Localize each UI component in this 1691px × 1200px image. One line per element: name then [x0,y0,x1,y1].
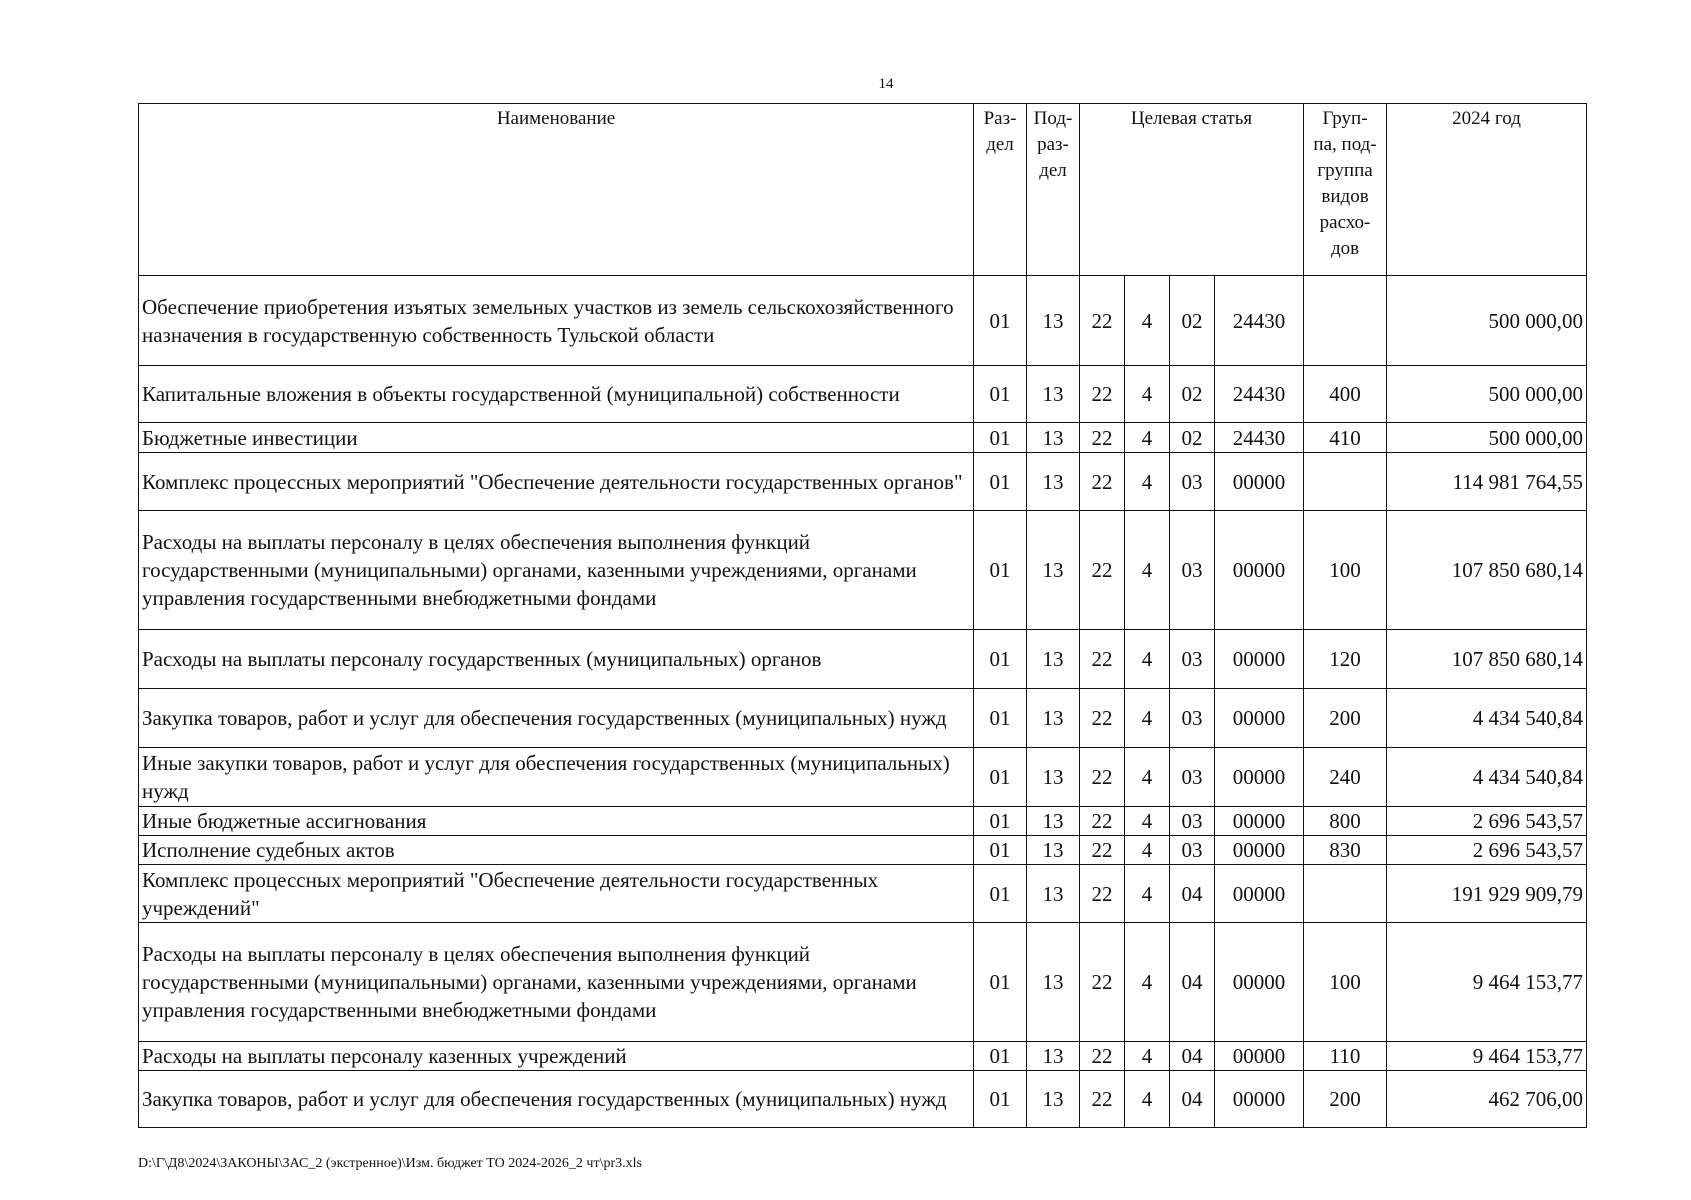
row-target-type: 4 [1125,366,1170,423]
row-target-complex: 04 [1170,1042,1215,1071]
row-target-program: 22 [1080,276,1125,366]
row-target-program: 22 [1080,511,1125,630]
table-row [139,276,1587,366]
row-name: Обеспечение приобретения изъятых земельных участков из земель сельскохозяйственного назначения в государственную собственность Тульской области [139,276,974,366]
row-target-program: 22 [1080,453,1125,511]
row-subsection: 13 [1027,836,1080,865]
row-target-type: 4 [1125,1071,1170,1128]
row-target-direction: 00000 [1215,807,1304,836]
row-section: 01 [974,511,1027,630]
row-target-complex: 03 [1170,807,1215,836]
row-target-complex: 03 [1170,511,1215,630]
row-section: 01 [974,453,1027,511]
row-name: Иные бюджетные ассигнования [139,807,974,836]
row-subsection: 13 [1027,1071,1080,1128]
row-section: 01 [974,923,1027,1042]
table-row [139,748,1587,807]
row-amount: 4 434 540,84 [1387,689,1587,748]
row-section: 01 [974,276,1027,366]
table-row [139,1071,1587,1128]
row-section: 01 [974,807,1027,836]
row-section: 01 [974,836,1027,865]
row-amount: 2 696 543,57 [1387,836,1587,865]
row-target-type: 4 [1125,923,1170,1042]
row-section: 01 [974,1071,1027,1128]
row-section: 01 [974,630,1027,689]
row-target-direction: 00000 [1215,453,1304,511]
row-target-direction: 00000 [1215,630,1304,689]
row-name: Закупка товаров, работ и услуг для обеспечения государственных (муниципальных) нужд [139,1071,974,1128]
row-target-type: 4 [1125,276,1170,366]
row-target-type: 4 [1125,836,1170,865]
row-target-type: 4 [1125,807,1170,836]
row-amount: 107 850 680,14 [1387,630,1587,689]
row-target-direction: 24430 [1215,366,1304,423]
page-number: 14 [878,76,894,92]
row-expense-group: 100 [1304,923,1387,1042]
row-expense-group [1304,865,1387,923]
row-subsection: 13 [1027,689,1080,748]
row-amount: 500 000,00 [1387,423,1587,453]
row-subsection: 13 [1027,366,1080,423]
row-expense-group: 200 [1304,689,1387,748]
row-subsection: 13 [1027,1042,1080,1071]
row-name: Капитальные вложения в объекты государственной (муниципальной) собственности [139,366,974,423]
table-row [139,1042,1587,1071]
row-section: 01 [974,748,1027,807]
header-subsection: Под- раз- дел [1027,104,1080,276]
row-target-type: 4 [1125,630,1170,689]
row-name: Расходы на выплаты персоналу в целях обеспечения выполнения функций государственными (муниципальными) органами, казенными учреждениями, органами управления государственными внебюджетными фондами [139,511,974,630]
row-expense-group [1304,276,1387,366]
header-section: Раз- дел [974,104,1027,276]
row-target-direction: 00000 [1215,511,1304,630]
budget-table [138,103,1587,1128]
row-subsection: 13 [1027,511,1080,630]
row-target-type: 4 [1125,748,1170,807]
table-row [139,453,1587,511]
row-target-complex: 03 [1170,453,1215,511]
row-amount: 191 929 909,79 [1387,865,1587,923]
row-target-program: 22 [1080,366,1125,423]
row-subsection: 13 [1027,923,1080,1042]
header-row [139,104,1587,276]
row-expense-group: 100 [1304,511,1387,630]
row-expense-group: 400 [1304,366,1387,423]
row-subsection: 13 [1027,865,1080,923]
row-target-direction: 24430 [1215,276,1304,366]
table-row [139,807,1587,836]
row-target-program: 22 [1080,923,1125,1042]
row-target-program: 22 [1080,836,1125,865]
row-subsection: 13 [1027,453,1080,511]
row-section: 01 [974,689,1027,748]
row-target-type: 4 [1125,689,1170,748]
row-amount: 9 464 153,77 [1387,923,1587,1042]
row-target-direction: 00000 [1215,923,1304,1042]
row-target-type: 4 [1125,423,1170,453]
row-name: Закупка товаров, работ и услуг для обеспечения государственных (муниципальных) нужд [139,689,974,748]
row-target-program: 22 [1080,748,1125,807]
row-expense-group [1304,453,1387,511]
row-target-direction: 24430 [1215,423,1304,453]
row-target-program: 22 [1080,1071,1125,1128]
row-target-program: 22 [1080,865,1125,923]
row-amount: 462 706,00 [1387,1071,1587,1128]
row-section: 01 [974,366,1027,423]
table-row [139,923,1587,1042]
row-subsection: 13 [1027,423,1080,453]
row-amount: 9 464 153,77 [1387,1042,1587,1071]
row-expense-group: 800 [1304,807,1387,836]
row-target-type: 4 [1125,1042,1170,1071]
row-target-type: 4 [1125,865,1170,923]
table-body [139,276,1587,1128]
row-amount: 500 000,00 [1387,276,1587,366]
row-amount: 4 434 540,84 [1387,748,1587,807]
row-expense-group: 240 [1304,748,1387,807]
table-row [139,423,1587,453]
row-target-complex: 03 [1170,748,1215,807]
row-target-direction: 00000 [1215,748,1304,807]
row-section: 01 [974,865,1027,923]
row-expense-group: 200 [1304,1071,1387,1128]
table-row [139,865,1587,923]
table-row [139,366,1587,423]
row-expense-group: 830 [1304,836,1387,865]
row-target-direction: 00000 [1215,1042,1304,1071]
row-target-complex: 04 [1170,923,1215,1042]
header-group: Груп- па, под- группа видов расхо- дов [1304,104,1387,276]
row-target-program: 22 [1080,807,1125,836]
table-row [139,836,1587,865]
row-target-complex: 04 [1170,1071,1215,1128]
row-target-direction: 00000 [1215,1071,1304,1128]
row-name: Бюджетные инвестиции [139,423,974,453]
row-target-complex: 04 [1170,865,1215,923]
row-expense-group: 110 [1304,1042,1387,1071]
row-target-program: 22 [1080,423,1125,453]
row-target-complex: 02 [1170,423,1215,453]
row-section: 01 [974,423,1027,453]
header-name: Наименование [139,104,974,276]
row-target-complex: 03 [1170,630,1215,689]
row-name: Комплекс процессных мероприятий "Обеспечение деятельности государственных учреждений" [139,865,974,923]
row-target-program: 22 [1080,689,1125,748]
row-name: Комплекс процессных мероприятий "Обеспечение деятельности государственных органов" [139,453,974,511]
row-target-program: 22 [1080,1042,1125,1071]
row-name: Расходы на выплаты персоналу казенных учреждений [139,1042,974,1071]
row-expense-group: 120 [1304,630,1387,689]
row-target-complex: 02 [1170,276,1215,366]
table-row [139,689,1587,748]
row-name: Расходы на выплаты персоналу государственных (муниципальных) органов [139,630,974,689]
row-target-type: 4 [1125,453,1170,511]
row-amount: 2 696 543,57 [1387,807,1587,836]
table-row [139,630,1587,689]
row-name: Расходы на выплаты персоналу в целях обеспечения выполнения функций государственными (муниципальными) органами, казенными учреждениями, органами управления государственными внебюджетными фондами [139,923,974,1042]
row-section: 01 [974,1042,1027,1071]
header-year: 2024 год [1387,104,1587,276]
row-target-complex: 02 [1170,366,1215,423]
header-target: Целевая статья [1080,104,1304,276]
row-name: Исполнение судебных актов [139,836,974,865]
row-subsection: 13 [1027,748,1080,807]
row-target-direction: 00000 [1215,836,1304,865]
row-target-direction: 00000 [1215,865,1304,923]
row-subsection: 13 [1027,276,1080,366]
row-target-complex: 03 [1170,689,1215,748]
row-target-type: 4 [1125,511,1170,630]
row-amount: 500 000,00 [1387,366,1587,423]
row-amount: 114 981 764,55 [1387,453,1587,511]
row-expense-group: 410 [1304,423,1387,453]
row-amount: 107 850 680,14 [1387,511,1587,630]
row-target-complex: 03 [1170,836,1215,865]
row-subsection: 13 [1027,630,1080,689]
table-row [139,511,1587,630]
row-target-direction: 00000 [1215,689,1304,748]
footer-file-path: D:\Г\Д8\2024\ЗАКОНЫ\ЗАС_2 (экстренное)\Изм. бюджет ТО 2024-2026_2 чт\pr3.xls [138,1156,642,1171]
row-target-program: 22 [1080,630,1125,689]
row-subsection: 13 [1027,807,1080,836]
row-name: Иные закупки товаров, работ и услуг для обеспечения государственных (муниципальных) нужд [139,748,974,807]
